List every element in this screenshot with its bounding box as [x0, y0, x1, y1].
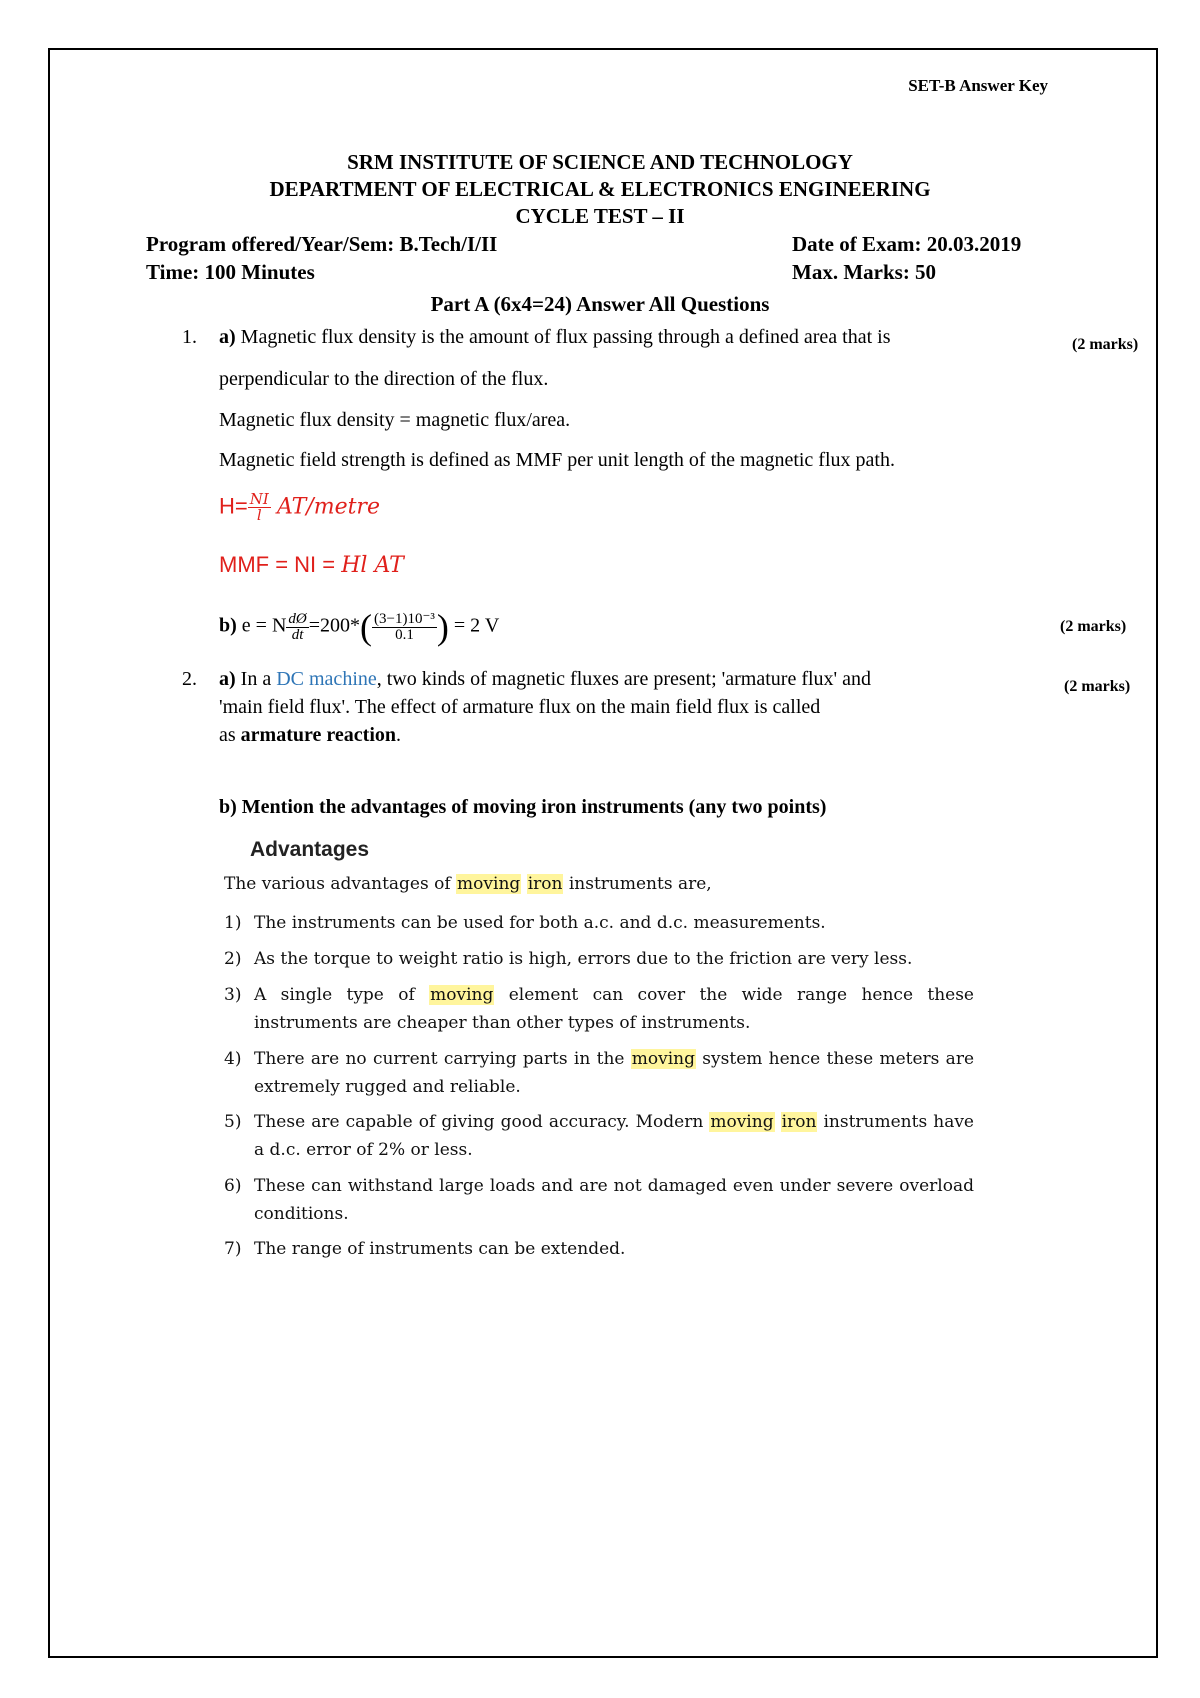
item-number: 3)	[224, 985, 242, 1005]
item-number: 7)	[224, 1239, 242, 1259]
q1a-line4: Magnetic field strength is defined as MMF per unit length of the magnetic flux path.	[219, 449, 895, 471]
q2a-line3-post: .	[396, 724, 401, 746]
highlight-moving: moving	[430, 985, 494, 1005]
q1b-frac-num: (3−1)10⁻³	[374, 610, 435, 627]
q2a-label: a)	[219, 668, 236, 690]
mmf-formula	[219, 552, 404, 578]
item-text	[254, 1045, 974, 1101]
h-formula	[219, 492, 380, 523]
q1a-line1	[219, 326, 891, 349]
exam-time: Time: 100 Minutes	[146, 260, 315, 284]
highlight-moving: moving	[457, 874, 521, 894]
advantage-item	[224, 1045, 974, 1101]
h-numerator: NI	[249, 490, 269, 508]
q2a-line2: 'main field flux'. The effect of armature flux on the main field flux is called	[219, 696, 821, 718]
q1b-equation: b) e = N $\frac{dØ}{dt}$ =200*( $\frac{\text{(3−1)10⁻³}}{0.1}$ ) = 2 V	[219, 607, 500, 647]
armature-reaction-term: armature reaction	[240, 724, 396, 746]
item-text-post: element can cover the wide range hence these instruments are cheaper than other types of instruments.	[254, 985, 974, 1033]
item-text: These can withstand large loads and are not damaged even under severe overload conditions.	[254, 1176, 974, 1224]
q1b-deriv-den: dt	[291, 626, 304, 643]
mmf-rhs: Hl AT	[341, 553, 404, 578]
q1b-e: e = N	[241, 614, 287, 637]
advantages-intro	[224, 874, 712, 894]
program-info: Program offered/Year/Sem: B.Tech/I/II	[146, 232, 498, 256]
q2b-question: b) Mention the advantages of moving iron instruments (any two points)	[219, 796, 827, 818]
h-denominator: l	[256, 506, 262, 524]
item-text-post: system hence these meters are extremely rugged and reliable.	[254, 1049, 975, 1097]
question-number-2: 2.	[182, 668, 197, 690]
q2a-line3	[219, 724, 401, 747]
advantage-item	[224, 1235, 974, 1263]
q1b-value-fraction	[372, 612, 437, 643]
item-text	[254, 981, 974, 1037]
q1b-deriv-num: dØ	[288, 610, 307, 627]
q2a-marks: (2 marks)	[1064, 678, 1131, 695]
item-text-post: instruments have a d.c. error of 2% or less.	[254, 1112, 974, 1160]
item-number: 1)	[224, 913, 242, 933]
institute-title: SRM INSTITUTE OF SCIENCE AND TECHNOLOGY	[347, 150, 853, 174]
q1a-line3: Magnetic flux density = magnetic flux/area.	[219, 409, 571, 431]
highlight-moving: moving	[710, 1112, 774, 1132]
q1a-line2: perpendicular to the direction of the flux.	[219, 368, 549, 390]
item-number: 6)	[224, 1176, 242, 1196]
q1b-derivative	[286, 612, 308, 643]
advantage-item	[224, 1108, 974, 1164]
highlight-moving: moving	[631, 1049, 695, 1069]
advantage-item	[224, 909, 974, 937]
h-fraction	[248, 492, 271, 523]
h-unit: AT/metre	[276, 494, 380, 520]
question-number-1: 1.	[182, 326, 197, 348]
q1a-label: a)	[219, 326, 236, 348]
q1b-label: b)	[219, 614, 237, 637]
h-formula-lhs: H=	[219, 493, 248, 519]
highlight-iron: iron	[527, 874, 563, 894]
advantage-item	[224, 945, 974, 973]
part-a-title: Part A (6x4=24) Answer All Questions	[430, 292, 770, 316]
adv-intro-post: instruments are,	[563, 874, 712, 894]
item-number: 2)	[224, 949, 242, 969]
q2a-line3-pre: as	[219, 724, 241, 746]
test-title: CYCLE TEST – II	[515, 204, 685, 228]
item-text-pre: There are no current carrying parts in the	[254, 1049, 631, 1069]
page-border	[48, 48, 1158, 1658]
q1b-frac-den: 0.1	[395, 626, 414, 643]
q2a-line1	[219, 668, 871, 691]
q1b-marks: (2 marks)	[1060, 618, 1127, 635]
q1a-marks: (2 marks)	[1072, 336, 1139, 353]
item-text: The range of instruments can be extended.	[254, 1239, 626, 1259]
item-number: 5)	[224, 1112, 242, 1132]
department-title: DEPARTMENT OF ELECTRICAL & ELECTRONICS ENGINEERING	[269, 177, 931, 201]
set-label: SET-B Answer Key	[908, 76, 1048, 95]
adv-intro-pre: The various advantages of	[224, 874, 457, 894]
item-text-pre: These are capable of giving good accuracy. Modern	[254, 1112, 710, 1132]
q2a-pre: In a	[240, 668, 277, 690]
advantages-heading: Advantages	[250, 838, 370, 861]
exam-date: Date of Exam: 20.03.2019	[792, 232, 1022, 256]
q1b-result: = 2 V	[453, 614, 500, 637]
q1b-mid: =200*	[308, 614, 361, 637]
item-text: As the torque to weight ratio is high, errors due to the friction are very less.	[254, 949, 913, 969]
dc-machine-link[interactable]: DC machine	[276, 668, 377, 690]
highlight-iron: iron	[781, 1112, 817, 1132]
mmf-lhs: MMF = NI =	[219, 552, 342, 577]
item-text: The instruments can be used for both a.c. and d.c. measurements.	[254, 913, 826, 933]
advantage-item	[224, 981, 974, 1037]
q1a-text: Magnetic flux density is the amount of flux passing through a defined area that is	[240, 326, 891, 348]
item-text	[254, 1108, 974, 1164]
item-text-pre: A single type of	[254, 985, 430, 1005]
item-number: 4)	[224, 1049, 242, 1069]
q2a-post: , two kinds of magnetic fluxes are present; 'armature flux' and	[376, 668, 872, 690]
max-marks: Max. Marks: 50	[792, 260, 937, 284]
advantage-item	[224, 1172, 974, 1228]
